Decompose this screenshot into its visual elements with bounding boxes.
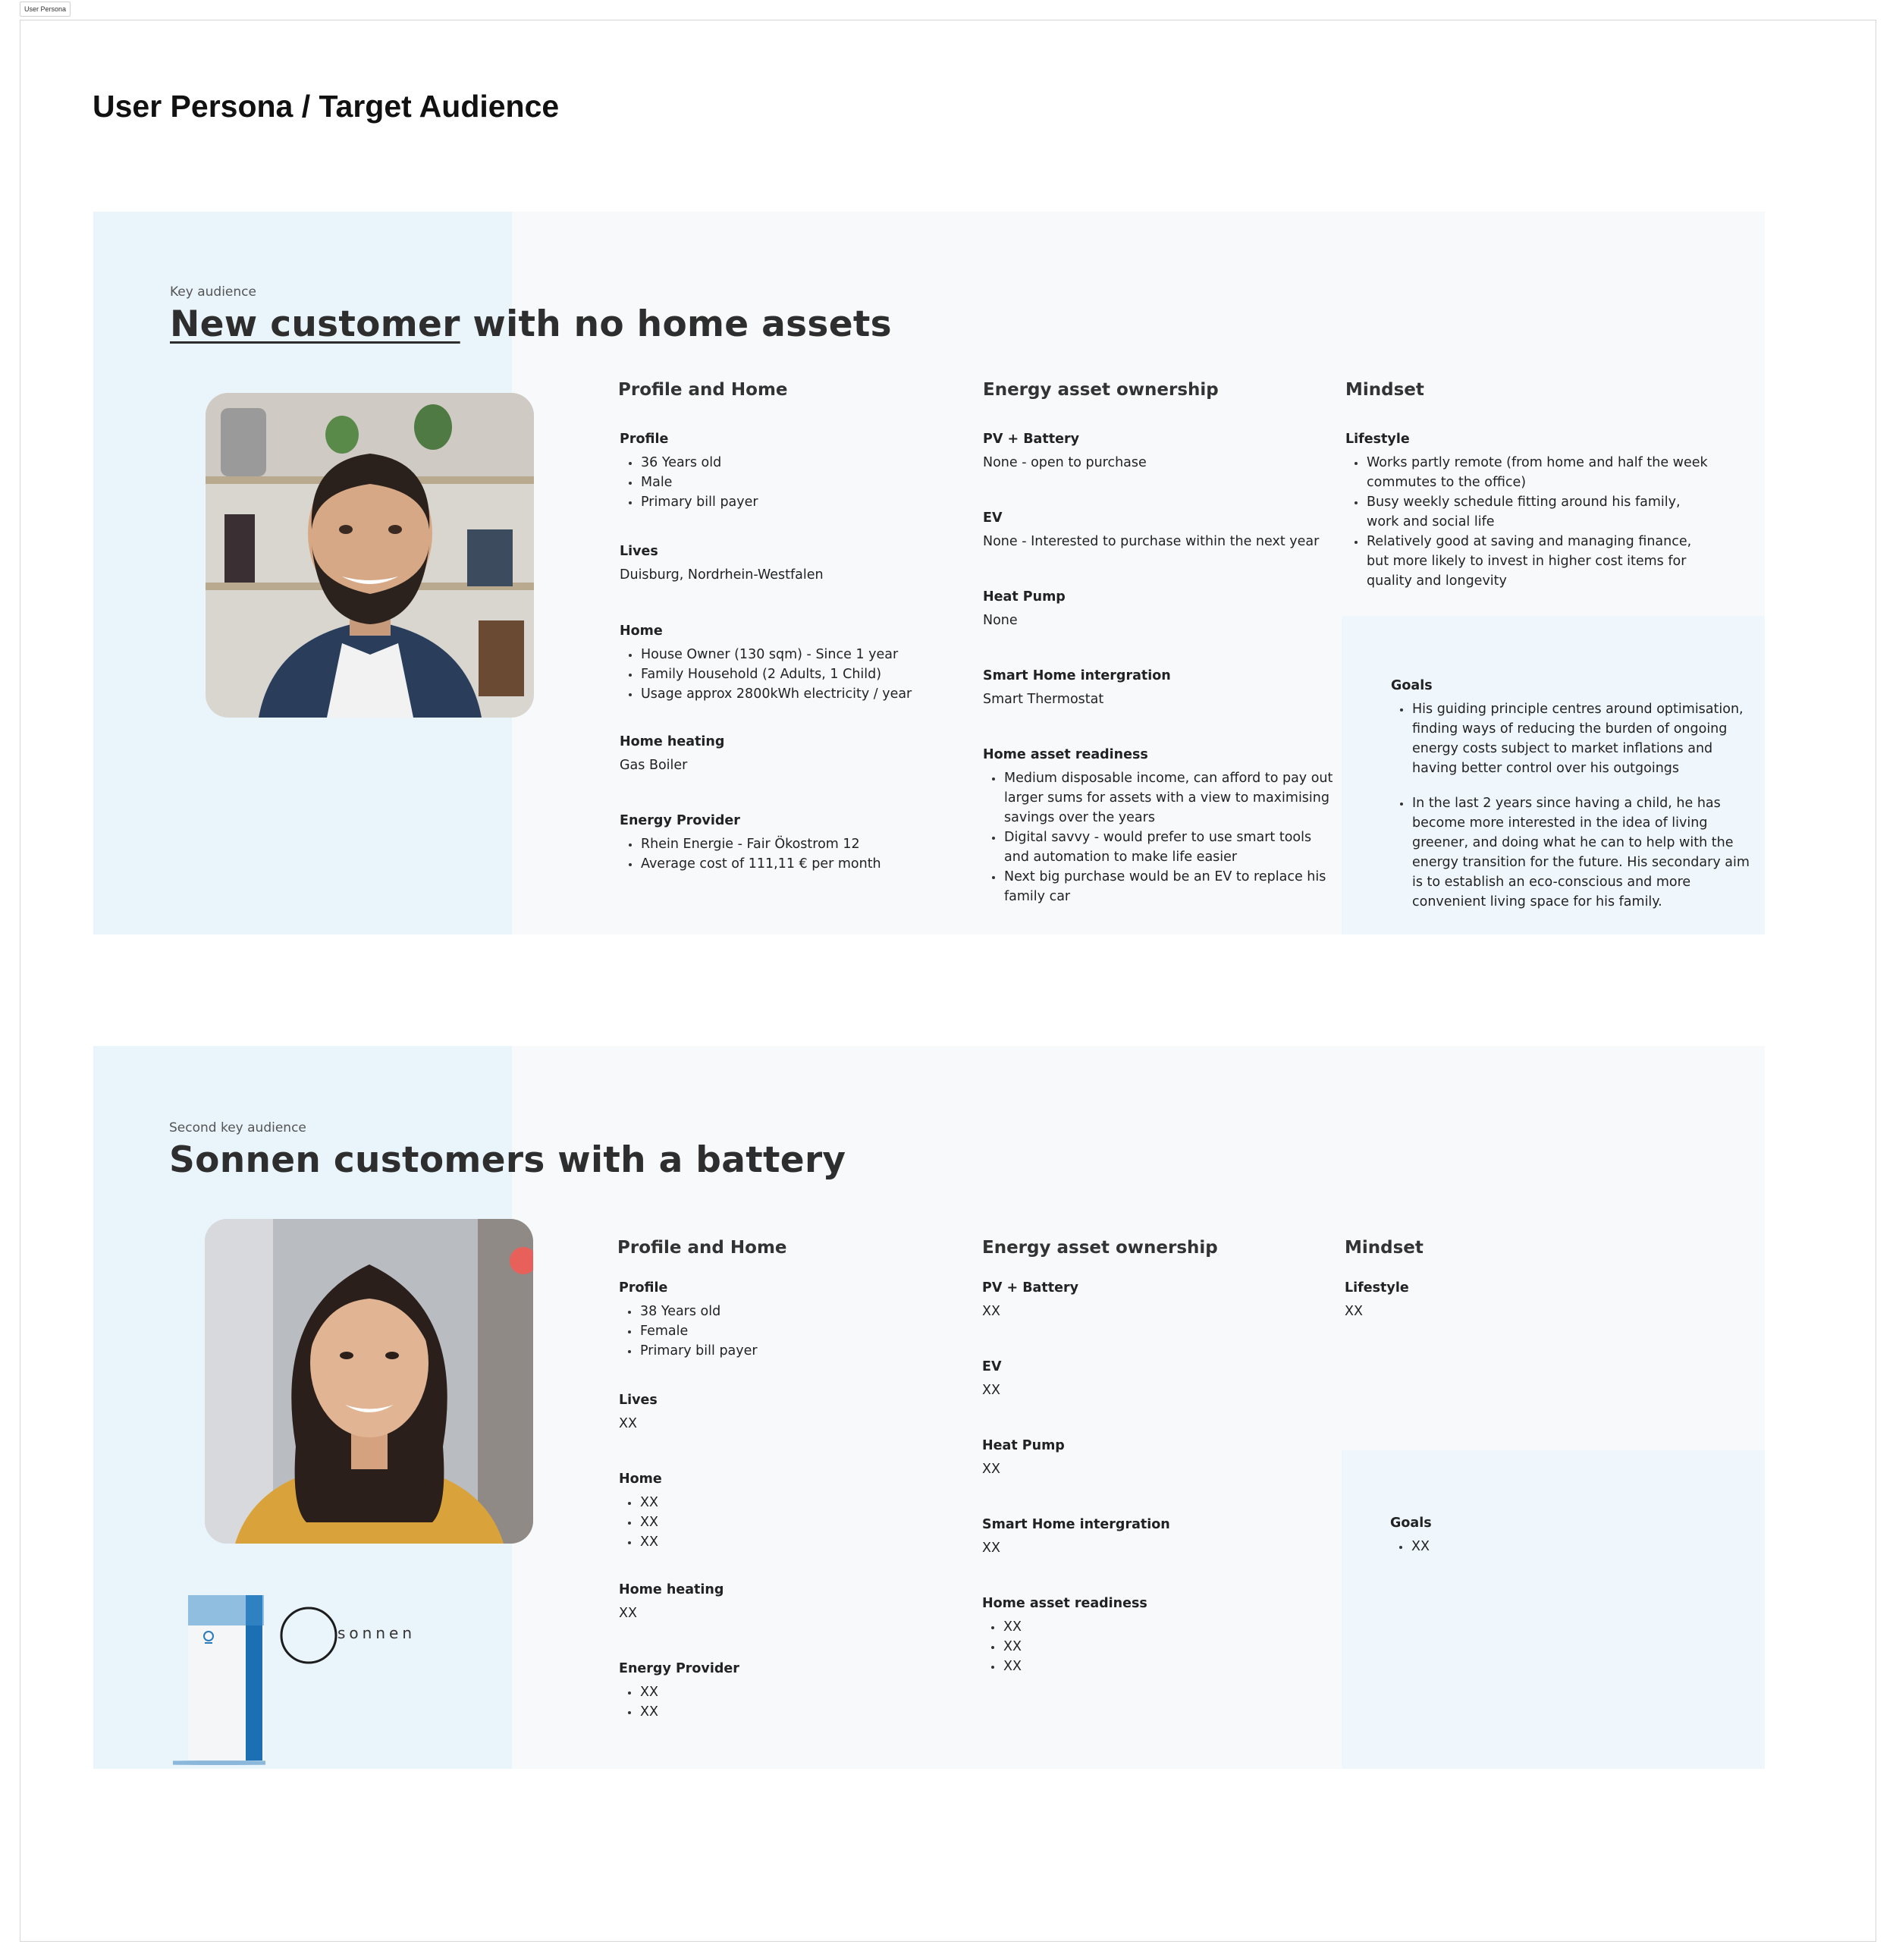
ev-label: EV [982, 1359, 1002, 1374]
list-item: Primary bill payer [619, 1341, 937, 1361]
home-asset-readiness-label: Home asset readiness [983, 747, 1148, 762]
list-item: Next big purchase would be an EV to replace his family car [983, 867, 1339, 906]
list-item: Works partly remote (from home and half the week commutes to the office) [1345, 453, 1709, 492]
goals-list [1391, 699, 1755, 912]
profile-label: Profile [620, 432, 669, 447]
home-asset-readiness-section [982, 1594, 1339, 1676]
energy-provider-label: Energy Provider [620, 813, 740, 828]
ev-label: EV [983, 510, 1003, 526]
sonnen-brand-name: sonnen [337, 1624, 416, 1642]
list-item: Relatively good at saving and managing finance, but more likely to invest in higher cost items for quality and longevity [1345, 532, 1709, 591]
heat-pump-value: XX [982, 1462, 1000, 1477]
lives-value: XX [619, 1416, 637, 1431]
list-item: 36 Years old [620, 453, 938, 473]
heat-pump-section [983, 587, 1339, 630]
smart-home-value: Smart Thermostat [983, 692, 1104, 707]
energy-provider-section [619, 1659, 937, 1722]
list-item: Male [620, 473, 938, 492]
home-heating-value: XX [619, 1606, 637, 1621]
persona-kicker: Second key audience [169, 1120, 306, 1135]
home-asset-readiness-list [982, 1617, 1339, 1676]
heat-pump-label: Heat Pump [982, 1438, 1065, 1453]
pv-battery-value: XX [982, 1304, 1000, 1319]
headline-rest: with no home assets [460, 303, 892, 345]
persona-card-sonnen-customer [93, 1046, 1765, 1769]
list-item: Digital savvy - would prefer to use smart tools and automation to make life easier [983, 828, 1339, 867]
headline-underlined: New customer [170, 303, 460, 345]
persona-card-new-customer [93, 212, 1765, 934]
ev-value: None - Interested to purchase within the next year [983, 534, 1320, 549]
lives-label: Lives [619, 1393, 658, 1408]
persona-headline: Sonnen customers with a battery [169, 1139, 846, 1181]
smart-home-section [983, 666, 1339, 709]
home-label: Home [619, 1472, 662, 1487]
goals-label: Goals [1391, 678, 1433, 693]
list-item: XX [982, 1617, 1339, 1637]
lives-section [619, 1390, 937, 1434]
home-heating-section [620, 732, 938, 775]
ev-section [982, 1357, 1339, 1400]
lifestyle-list [1345, 453, 1709, 591]
smart-home-value: XX [982, 1541, 1000, 1556]
column-title-profile-home: Profile and Home [617, 1238, 787, 1258]
heat-pump-section [982, 1436, 1339, 1479]
list-item: XX [982, 1657, 1339, 1676]
list-item: XX [619, 1682, 937, 1702]
pv-battery-label: PV + Battery [982, 1280, 1079, 1296]
column-title-energy-assets: Energy asset ownership [982, 1238, 1218, 1258]
pv-battery-label: PV + Battery [983, 432, 1080, 447]
goals-list [1390, 1537, 1754, 1556]
column-title-mindset: Mindset [1345, 1238, 1424, 1258]
profile-section [619, 1278, 937, 1361]
smart-home-section [982, 1515, 1339, 1558]
list-item: Rhein Energie - Fair Ökostrom 12 [620, 834, 953, 854]
energy-provider-list [619, 1682, 937, 1722]
home-asset-readiness-section [983, 745, 1339, 906]
pv-battery-section [982, 1278, 1339, 1321]
lives-value: Duisburg, Nordrhein-Westfalen [620, 567, 824, 583]
home-asset-readiness-label: Home asset readiness [982, 1596, 1147, 1611]
smart-home-label: Smart Home intergration [983, 668, 1171, 683]
persona-photo-woman [205, 1219, 533, 1544]
pv-battery-value: None - open to purchase [983, 455, 1147, 470]
home-section [620, 621, 953, 704]
list-item: XX [619, 1702, 937, 1722]
goals-panel [1342, 1450, 1765, 1769]
page-title: User Persona / Target Audience [93, 89, 560, 124]
list-item: Primary bill payer [620, 492, 938, 512]
list-item: Family Household (2 Adults, 1 Child) [620, 664, 953, 684]
list-item: XX [619, 1512, 937, 1532]
heat-pump-value: None [983, 613, 1018, 628]
list-item: Usage approx 2800kWh electricity / year [620, 684, 953, 704]
list-item: 38 Years old [619, 1302, 937, 1321]
smart-home-label: Smart Home intergration [982, 1517, 1170, 1532]
home-heating-label: Home heating [619, 1582, 724, 1597]
energy-provider-label: Energy Provider [619, 1661, 739, 1676]
list-item: Busy weekly schedule fitting around his family, work and social life [1345, 492, 1709, 532]
list-item: Average cost of 111,11 € per month [620, 854, 953, 874]
ev-section [983, 508, 1339, 551]
goals-section [1390, 1513, 1754, 1556]
column-title-mindset: Mindset [1345, 380, 1424, 400]
pv-battery-section [983, 429, 1339, 473]
column-title-energy-assets: Energy asset ownership [983, 380, 1219, 400]
persona-photo-man [206, 393, 534, 718]
profile-label: Profile [619, 1280, 668, 1296]
profile-list [620, 453, 938, 512]
lifestyle-value: XX [1345, 1304, 1363, 1319]
home-heating-value: Gas Boiler [620, 758, 688, 773]
home-list [619, 1493, 937, 1552]
home-heating-section [619, 1580, 937, 1623]
heat-pump-label: Heat Pump [983, 589, 1066, 605]
list-item: Medium disposable income, can afford to pay out larger sums for assets with a view to maximising savings over the years [983, 768, 1339, 828]
goals-section [1391, 676, 1755, 912]
persona-headline [170, 303, 892, 345]
lifestyle-label: Lifestyle [1345, 1280, 1409, 1296]
energy-provider-list [620, 834, 953, 874]
list-item: His guiding principle centres around optimisation, finding ways of reducing the burden of ongoing energy costs subject to market inflations and having better control over his outgoings [1391, 699, 1755, 778]
home-section [619, 1469, 937, 1552]
profile-list [619, 1302, 937, 1361]
lifestyle-section [1345, 429, 1709, 591]
home-heating-label: Home heating [620, 734, 725, 749]
list-item: XX [1390, 1537, 1754, 1556]
lives-section [620, 542, 938, 585]
woman-portrait-illustration [205, 1219, 533, 1544]
list-item: XX [619, 1493, 937, 1512]
column-title-profile-home: Profile and Home [618, 380, 788, 400]
list-item: XX [982, 1637, 1339, 1657]
lives-label: Lives [620, 544, 658, 559]
profile-section [620, 429, 938, 512]
list-item: House Owner (130 sqm) - Since 1 year [620, 645, 953, 664]
ev-value: XX [982, 1383, 1000, 1398]
persona-kicker: Key audience [170, 284, 256, 300]
goals-label: Goals [1390, 1516, 1432, 1531]
sonnen-battery-image [173, 1592, 265, 1765]
frame-tab-label[interactable]: User Persona [20, 2, 71, 17]
home-asset-readiness-list [983, 768, 1339, 906]
home-list [620, 645, 953, 704]
list-item: XX [619, 1532, 937, 1552]
lifestyle-section [1345, 1278, 1709, 1321]
energy-provider-section [620, 811, 953, 874]
man-portrait-illustration [206, 393, 534, 718]
list-item: Female [619, 1321, 937, 1341]
home-label: Home [620, 623, 663, 639]
lifestyle-label: Lifestyle [1345, 432, 1410, 447]
list-item: In the last 2 years since having a child, he has become more interested in the idea of living greener, and doing what he can to help with the energy transition for the future. His secondary aim is to establish an eco-conscious and more convenient living space for his family. [1391, 793, 1755, 912]
